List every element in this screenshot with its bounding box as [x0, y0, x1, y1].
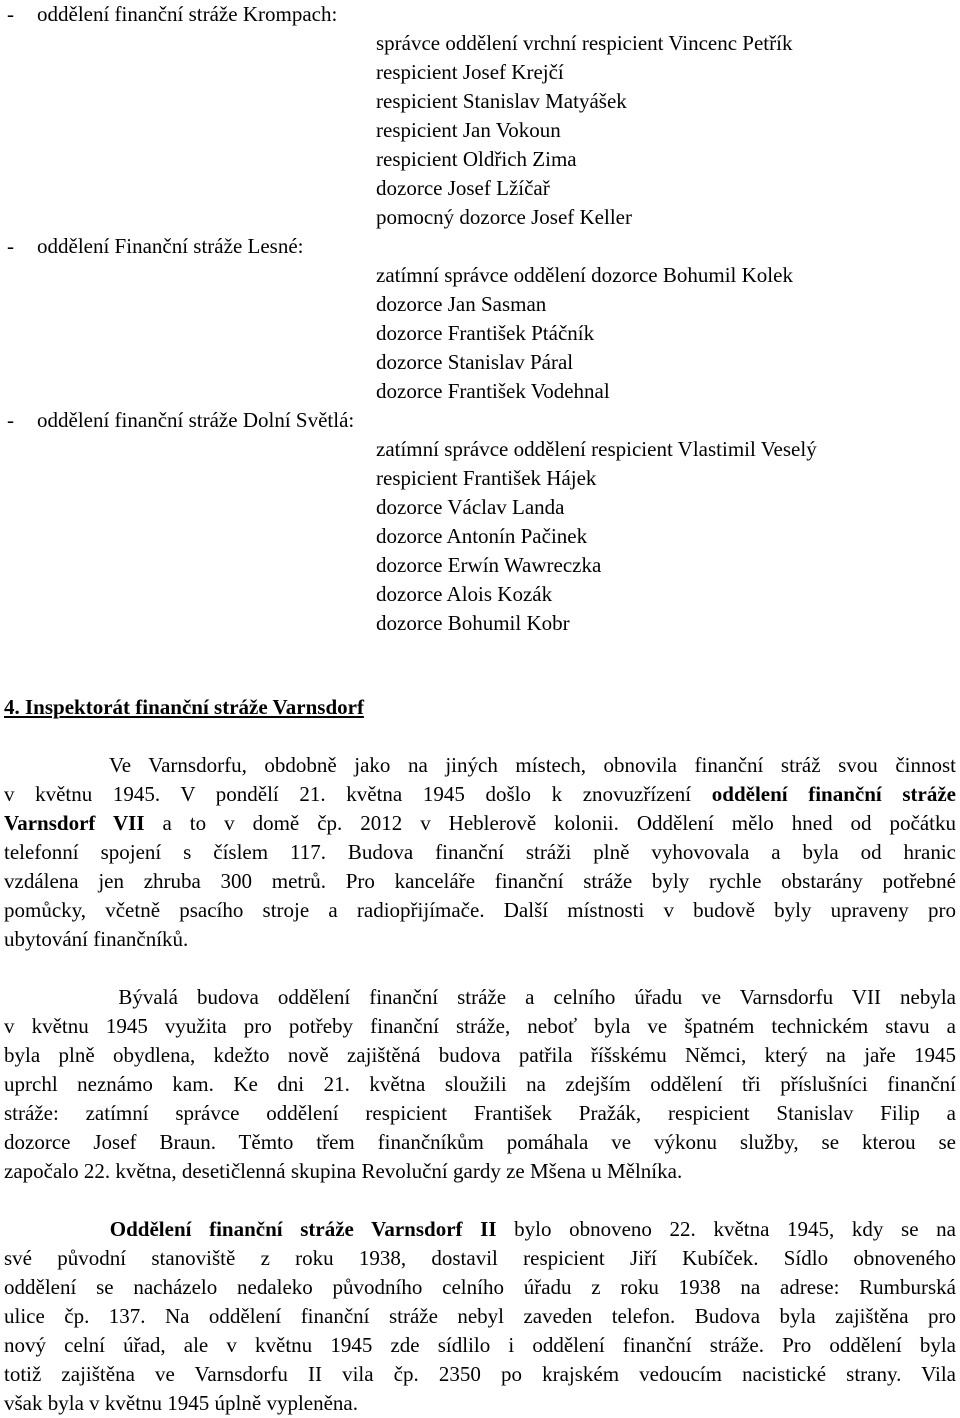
member-line: dozorce Stanislav Páral	[376, 350, 574, 374]
text-run: Bývalá budova oddělení finanční stráže a celního úřadu ve Varnsdorfu VII nebyla	[4, 985, 956, 1009]
text-run: a to v domě čp. 2012 v Heblerově kolonii. Oddělení mělo hned od počátku	[144, 811, 956, 835]
text-run: oddělení se nacházelo nedaleko původního celního úřadu z roku 1938 na adrese: Rumburská	[4, 1275, 956, 1299]
member-line: dozorce Bohumil Kobr	[376, 611, 570, 635]
section-title	[7, 232, 304, 261]
section-title-text: oddělení finanční stráže Krompach:	[37, 2, 338, 26]
paragraph-line	[4, 1041, 956, 1070]
text-run: započalo 22. května, desetičlenná skupina Revoluční gardy ze Mšena u Mělníka.	[4, 1159, 683, 1183]
member-line: správce oddělení vrchní respicient Vincenc Petřík	[376, 31, 793, 55]
member-line: dozorce Josef Lžíčař	[376, 176, 550, 200]
section-title-text: oddělení Finanční stráže Lesné:	[37, 234, 304, 258]
paragraph-line	[4, 1331, 956, 1360]
paragraph-line	[4, 780, 956, 809]
paragraph	[4, 751, 956, 954]
paragraph-line	[4, 896, 956, 925]
text-run: bylo obnoveno 22. května 1945, kdy se na	[496, 1217, 957, 1241]
text-run: stráže: zatímní správce oddělení respicient František Pražák, respicient Stanislav Filip a	[4, 1101, 956, 1125]
member-line: zatímní správce oddělení dozorce Bohumil Kolek	[376, 263, 793, 287]
member-line: respicient Oldřich Zima	[376, 147, 577, 171]
member-line: dozorce Antonín Pačinek	[376, 524, 588, 548]
text-run: ulice čp. 137. Na oddělení finanční stráže nebyl zaveden telefon. Budova byla zajištěna pro	[4, 1304, 956, 1328]
section-title-text: oddělení finanční stráže Dolní Světlá:	[37, 408, 355, 432]
member-line: zatímní správce oddělení respicient Vlastimil Veselý	[376, 437, 817, 461]
text-run: uprchl neznámo kam. Ke dni 21. května sloužili na zdejším oddělení tři příslušníci finanční	[4, 1072, 956, 1096]
paragraph-line	[4, 867, 956, 896]
member-line: dozorce Jan Sasman	[376, 292, 547, 316]
paragraph-line	[4, 1273, 956, 1302]
text-run	[4, 1217, 110, 1241]
text-run: v květnu 1945. V pondělí 21. května 1945 došlo k znovuzřízení	[4, 782, 712, 806]
bold-text-run: Varnsdorf VII	[4, 811, 145, 835]
paragraph-line	[4, 1389, 956, 1418]
text-run: dozorce Josef Braun. Těmto třem finančníkům pomáhala ve výkonu služby, se kterou se	[4, 1130, 956, 1154]
member-line: dozorce Alois Kozák	[376, 582, 553, 606]
section-heading: 4. Inspektorát finanční stráže Varnsdorf	[4, 695, 364, 719]
section-title	[7, 406, 355, 435]
member-line: dozorce Erwín Wawreczka	[376, 553, 602, 577]
text-run: telefonní spojení s číslem 117. Budova finanční stráži plně vyhovovala a byla od hranic	[4, 840, 956, 864]
paragraph	[4, 1215, 956, 1418]
section-title	[7, 0, 338, 29]
paragraph-line	[4, 1012, 956, 1041]
paragraph-line	[4, 1070, 956, 1099]
text-run: v květnu 1945 využita pro potřeby finanční stráže, neboť byla ve špatném technickém stavu a	[4, 1014, 956, 1038]
paragraph-line	[4, 983, 956, 1012]
text-run: nový celní úřad, ale v květnu 1945 zde sídlilo i oddělení finanční stráže. Pro oddělení byla	[4, 1333, 956, 1357]
member-line: pomocný dozorce Josef Keller	[376, 205, 632, 229]
paragraph	[4, 983, 956, 1186]
list-dash: -	[7, 2, 14, 26]
paragraph-line	[4, 925, 956, 954]
paragraph-line	[4, 1244, 956, 1273]
member-line: respicient Josef Krejčí	[376, 60, 564, 84]
list-dash: -	[7, 234, 14, 258]
text-run: však byla v květnu 1945 úplně vypleněna.	[4, 1391, 359, 1415]
paragraph-line	[4, 751, 956, 780]
paragraph-line	[4, 1128, 956, 1157]
member-line: respicient František Hájek	[376, 466, 597, 490]
member-line: dozorce Václav Landa	[376, 495, 565, 519]
paragraph-line	[4, 1360, 956, 1389]
paragraph-line	[4, 838, 956, 867]
paragraph-line	[4, 1215, 956, 1244]
text-run: totiž zajištěna ve Varnsdorfu II vila čp. 2350 po krajském vedoucím nacistické strany. Vila	[4, 1362, 956, 1386]
text-run: byla plně obydlena, kdežto nově zajištěná budova patřila říšskému Němci, který na jaře 1945	[4, 1043, 956, 1067]
bold-text-run: oddělení finanční stráže	[711, 782, 956, 806]
member-line: dozorce František Vodehnal	[376, 379, 610, 403]
text-run: vzdálena jen zhruba 300 metrů. Pro kanceláře finanční stráže byly rychle obstarány potřebné	[4, 869, 956, 893]
paragraph-line	[4, 809, 956, 838]
member-line: respicient Stanislav Matyášek	[376, 89, 627, 113]
text-run: Ve Varnsdorfu, obdobně jako na jiných místech, obnovila finanční stráž svou činnost	[4, 753, 956, 777]
paragraph-line	[4, 1302, 956, 1331]
paragraph-line	[4, 1099, 956, 1128]
bold-text-run: Oddělení finanční stráže Varnsdorf II	[109, 1217, 497, 1241]
text-run: ubytování finančníků.	[4, 927, 189, 951]
member-line: respicient Jan Vokoun	[376, 118, 561, 142]
member-line: dozorce František Ptáčník	[376, 321, 595, 345]
text-run: své původní stanoviště z roku 1938, dostavil respicient Jiří Kubíček. Sídlo obnoveného	[4, 1246, 956, 1270]
text-run: pomůcky, včetně psacího stroje a radiopřijímače. Další místnosti v budově byly upraveny pro	[4, 898, 956, 922]
list-dash: -	[7, 408, 14, 432]
paragraph-line	[4, 1157, 956, 1186]
